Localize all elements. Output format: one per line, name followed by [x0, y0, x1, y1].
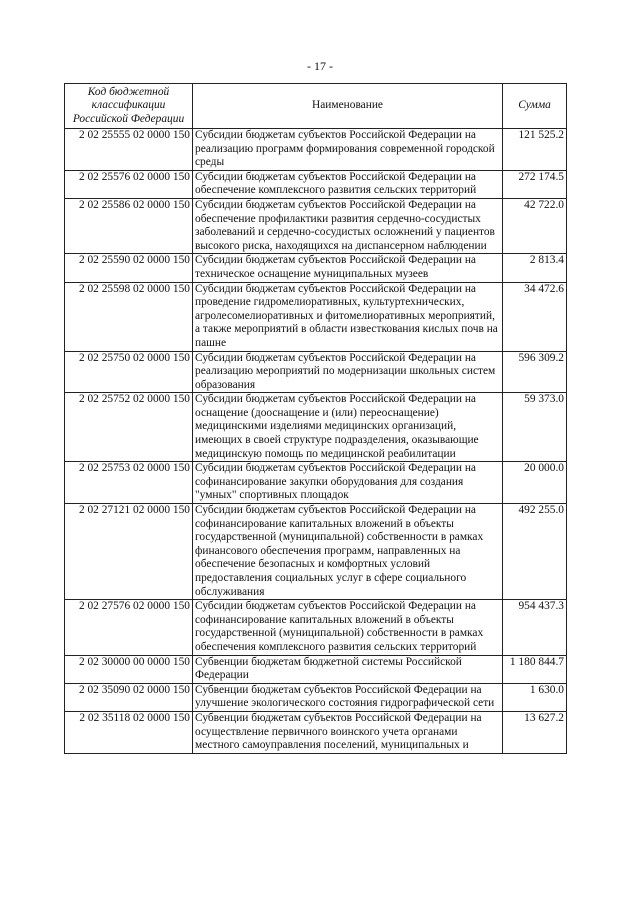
- row-code: 2 02 27576 02 0000 150: [65, 600, 193, 655]
- row-sum: 42 722.0: [503, 198, 567, 253]
- row-sum: 596 309.2: [503, 351, 567, 393]
- table-row: [65, 504, 567, 600]
- table-row: [65, 170, 567, 198]
- row-name: Субвенции бюджетам субъектов Российской Федерации на осуществление первичного воинского учета органами местного самоуправления поселений, муниципальных и: [193, 711, 503, 753]
- page-number: - 17 -: [307, 59, 333, 73]
- row-sum: 34 472.6: [503, 282, 567, 351]
- budget-table: [64, 83, 567, 754]
- row-code: 2 02 27121 02 0000 150: [65, 504, 193, 600]
- table-row: [65, 129, 567, 171]
- row-sum: 20 000.0: [503, 462, 567, 504]
- table-row: [65, 282, 567, 351]
- table-row: [65, 351, 567, 393]
- row-sum: 1 180 844.7: [503, 655, 567, 683]
- header-code: Код бюджетной классификации Российской Федерации: [65, 84, 193, 129]
- table-row: [65, 600, 567, 655]
- row-name: Субсидии бюджетам субъектов Российской Федерации на реализацию программ формирования современной городской среды: [193, 129, 503, 171]
- row-sum: 13 627.2: [503, 711, 567, 753]
- row-code: 2 02 25590 02 0000 150: [65, 254, 193, 282]
- row-code: 2 02 25753 02 0000 150: [65, 462, 193, 504]
- row-code: 2 02 35118 02 0000 150: [65, 711, 193, 753]
- row-code: 2 02 25586 02 0000 150: [65, 198, 193, 253]
- row-name: Субсидии бюджетам субъектов Российской Федерации на софинансирование закупки оборудования для создания "умных" спортивных площадок: [193, 462, 503, 504]
- row-name: Субсидии бюджетам субъектов Российской Федерации на софинансирование капитальных вложений в объекты государственной (муниципальной) собственности в рамках обеспечения комплексного развития сельских территорий: [193, 600, 503, 655]
- row-sum: 1 630.0: [503, 683, 567, 711]
- row-name: Субсидии бюджетам субъектов Российской Федерации на обеспечение комплексного развития сельских территорий: [193, 170, 503, 198]
- row-name: Субвенции бюджетам субъектов Российской Федерации на улучшение экологического состояния гидрографической сети: [193, 683, 503, 711]
- row-code: 2 02 25598 02 0000 150: [65, 282, 193, 351]
- row-code: 2 02 30000 00 0000 150: [65, 655, 193, 683]
- row-name: Субвенции бюджетам бюджетной системы Российской Федерации: [193, 655, 503, 683]
- row-name: Субсидии бюджетам субъектов Российской Федерации на техническое оснащение муниципальных музеев: [193, 254, 503, 282]
- header-name: Наименование: [193, 84, 503, 129]
- row-sum: 272 174.5: [503, 170, 567, 198]
- row-code: 2 02 25555 02 0000 150: [65, 129, 193, 171]
- row-sum: 59 373.0: [503, 393, 567, 462]
- table-row: [65, 393, 567, 462]
- table-row: [65, 655, 567, 683]
- table-header-row: [65, 84, 567, 129]
- table-row: [65, 254, 567, 282]
- row-code: 2 02 25750 02 0000 150: [65, 351, 193, 393]
- row-name: Субсидии бюджетам субъектов Российской Федерации на реализацию мероприятий по модернизации школьных систем образования: [193, 351, 503, 393]
- header-sum: Сумма: [503, 84, 567, 129]
- row-sum: 121 525.2: [503, 129, 567, 171]
- row-code: 2 02 25752 02 0000 150: [65, 393, 193, 462]
- row-code: 2 02 35090 02 0000 150: [65, 683, 193, 711]
- row-sum: 492 255.0: [503, 504, 567, 600]
- table-row: [65, 462, 567, 504]
- row-name: Субсидии бюджетам субъектов Российской Федерации на оснащение (дооснащение и (или) переоснащение) медицинскими изделиями медицинских организаций, имеющих в своей структуре подразделения, оказывающие медицинскую помощь по медицинской реабилитации: [193, 393, 503, 462]
- table-row: [65, 711, 567, 753]
- row-name: Субсидии бюджетам субъектов Российской Федерации на обеспечение профилактики развития сердечно-сосудистых заболеваний и сердечно-сосудистых осложнений у пациентов высокого риска, находящихся на диспансерном наблюдении: [193, 198, 503, 253]
- row-code: 2 02 25576 02 0000 150: [65, 170, 193, 198]
- table-row: [65, 198, 567, 253]
- row-name: Субсидии бюджетам субъектов Российской Федерации на проведение гидромелиоративных, культуртехнических, агролесомелиоративных и фитомелиоративных мероприятий, а также мероприятий в области известкования кислых почв на пашне: [193, 282, 503, 351]
- row-sum: 954 437.3: [503, 600, 567, 655]
- table-row: [65, 683, 567, 711]
- row-sum: 2 813.4: [503, 254, 567, 282]
- row-name: Субсидии бюджетам субъектов Российской Федерации на софинансирование капитальных вложений в объекты государственной (муниципальной) собственности в рамках финансового обеспечения программ, направленных на обеспечение безопасных и комфортных условий предоставления социальных услуг в сфере социального обслуживания: [193, 504, 503, 600]
